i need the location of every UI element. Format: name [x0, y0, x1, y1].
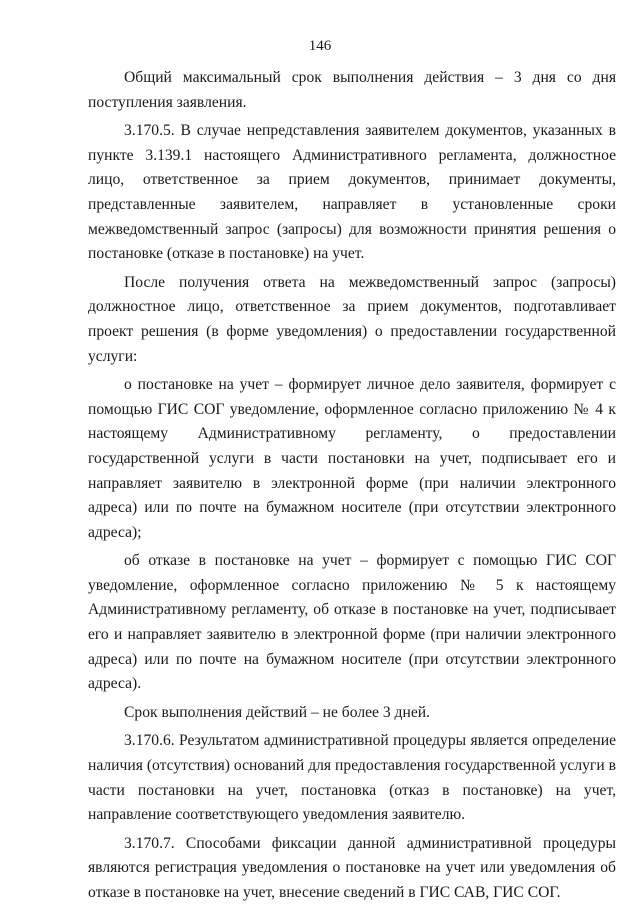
paragraph-1: Общий максимальный срок выполнения действия – 3 дня со дня поступления заявления. [88, 69, 616, 111]
paragraph-5: об отказе в постановке на учет – формирует с помощью ГИС СОГ уведомление, оформленное согласно приложению № 5 к настоящему Административному регламенту, об отказе в постановке на учет, подписывает его и направляет заявителю в электронной форме (при наличии электронного адреса) или по почте на бумажном носителе (при отсутствии электронного адреса). [88, 552, 616, 693]
paragraph-6: Срок выполнения действий – не более 3 дней. [124, 703, 430, 721]
page-number: 146 [308, 38, 332, 54]
paragraph-4: о постановке на учет – формирует личное дело заявителя, формирует с помощью ГИС СОГ уведомление, оформленное согласно приложению № 4 к настоящему Административному регламенту, о предоставлении государственной услуги в части постановки на учет, подписывает его и направляет заявителю в электронной форме (при наличии электронного адреса) или по почте на бумажном носителе (при отсутствии электронного адреса); [88, 376, 616, 541]
paragraph-8: 3.170.7. Способами фиксации данной административной процедуры являются регистрация уведомления о постановке на учет или уведомления об отказе в постановке на учет, внесение сведений в ГИС САВ, ГИС СОГ. [88, 834, 616, 901]
paragraph-2: 3.170.5. В случае непредставления заявителем документов, указанных в пункте 3.139.1 настоящего Административного регламента, должностное лицо, ответственное за прием документов, принимает документы, представленные заявителем, направляет в установленные сроки межведомственный запрос (запросы) для возможности принятия решения о постановке (отказе в постановке) на учет. [88, 122, 616, 263]
paragraph-3: После получения ответа на межведомственный запрос (запросы) должностное лицо, ответственное за прием документов, подготавливает проект решения (в форме уведомления) о предоставлении государственной услуги: [88, 273, 616, 365]
paragraph-7: 3.170.6. Результатом административной процедуры является определение наличия (отсутствия) оснований для предоставления государственной услуги в части постановки на учет, постановка (отказ в постановке) на учет, направление соответствующего уведомления заявителю. [88, 732, 616, 824]
document-body [88, 66, 616, 910]
